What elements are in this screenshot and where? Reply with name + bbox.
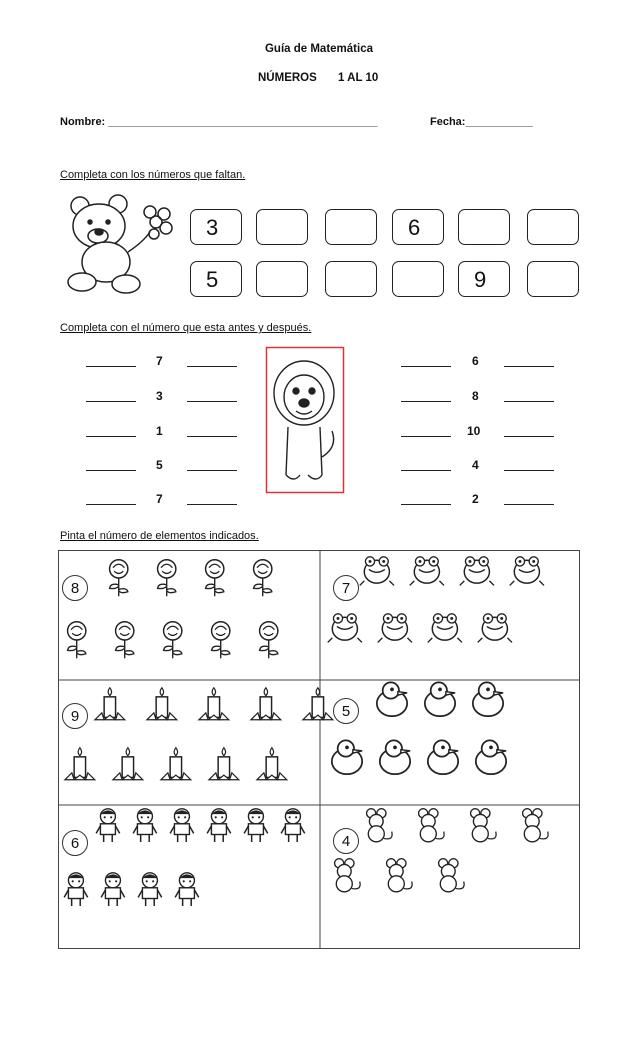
target-number: 6: [62, 830, 88, 856]
duck-icon[interactable]: [330, 738, 364, 780]
target-number: 5: [333, 698, 359, 724]
mouse-icon[interactable]: [518, 806, 550, 848]
box-number: 3: [206, 215, 219, 240]
boy-icon[interactable]: [168, 806, 198, 848]
given-number: 1: [156, 424, 163, 438]
answer-blank[interactable]: [86, 504, 136, 505]
boy-icon[interactable]: [131, 806, 161, 848]
answer-blank[interactable]: [86, 401, 136, 402]
number-box[interactable]: [256, 209, 308, 245]
answer-blank[interactable]: [187, 436, 237, 437]
number-box[interactable]: [392, 261, 444, 297]
frog-icon[interactable]: [430, 610, 462, 652]
candle-icon[interactable]: [303, 685, 335, 727]
number-box[interactable]: [527, 209, 579, 245]
number-box[interactable]: [458, 261, 510, 297]
mouse-icon[interactable]: [434, 856, 466, 898]
number-box[interactable]: [190, 209, 242, 245]
duck-icon[interactable]: [423, 680, 457, 722]
frog-icon[interactable]: [512, 553, 544, 595]
candle-icon[interactable]: [251, 685, 283, 727]
number-box[interactable]: [527, 261, 579, 297]
box-number: 9: [474, 267, 487, 292]
duck-icon[interactable]: [426, 738, 460, 780]
given-number: 7: [156, 354, 163, 368]
given-number: 7: [156, 492, 163, 506]
boy-icon[interactable]: [62, 870, 92, 912]
candle-icon[interactable]: [147, 685, 179, 727]
number-box[interactable]: [325, 261, 377, 297]
answer-blank[interactable]: [86, 470, 136, 471]
rose-icon[interactable]: [63, 615, 95, 665]
answer-blank[interactable]: [401, 401, 451, 402]
frog-icon[interactable]: [462, 553, 494, 595]
given-number: 10: [467, 424, 481, 438]
duck-icon[interactable]: [471, 680, 505, 722]
page-title: Guía de Matemática: [264, 43, 373, 55]
answer-blank[interactable]: [401, 504, 451, 505]
answer-blank[interactable]: [504, 470, 554, 471]
given-number: 5: [156, 458, 163, 472]
given-number: 2: [472, 492, 479, 506]
number-box[interactable]: [392, 209, 444, 245]
target-number: 7: [333, 575, 359, 601]
answer-blank[interactable]: [504, 401, 554, 402]
number-box[interactable]: [458, 209, 510, 245]
given-number: 3: [156, 389, 163, 403]
mouse-icon[interactable]: [466, 806, 498, 848]
boy-icon[interactable]: [173, 870, 203, 912]
frog-icon[interactable]: [362, 553, 394, 595]
rose-icon[interactable]: [153, 553, 185, 603]
answer-blank[interactable]: [504, 436, 554, 437]
answer-blank[interactable]: [187, 504, 237, 505]
mouse-icon[interactable]: [382, 856, 414, 898]
answer-blank[interactable]: [187, 470, 237, 471]
boy-icon[interactable]: [99, 870, 129, 912]
section3-instruction: Pinta el número de elementos indicados.: [60, 530, 259, 542]
target-number: 9: [62, 703, 88, 729]
range-label: 1 AL 10: [338, 72, 379, 84]
section1-instruction: Completa con los números que faltan.: [60, 169, 246, 181]
name-field[interactable]: Nombre: ____________________________________________: [60, 116, 378, 128]
mouse-icon[interactable]: [330, 856, 362, 898]
boy-icon[interactable]: [94, 806, 124, 848]
duck-icon[interactable]: [375, 680, 409, 722]
boy-icon[interactable]: [205, 806, 235, 848]
target-number: 4: [333, 828, 359, 854]
box-number: 6: [408, 215, 421, 240]
rose-icon[interactable]: [207, 615, 239, 665]
mouse-icon[interactable]: [414, 806, 446, 848]
candle-icon[interactable]: [199, 685, 231, 727]
boy-icon[interactable]: [242, 806, 272, 848]
candle-icon[interactable]: [257, 745, 289, 787]
candle-icon[interactable]: [209, 745, 241, 787]
date-field[interactable]: Fecha:___________: [430, 116, 533, 128]
answer-blank[interactable]: [401, 470, 451, 471]
rose-icon[interactable]: [105, 553, 137, 603]
answer-blank[interactable]: [504, 504, 554, 505]
answer-blank[interactable]: [401, 366, 451, 367]
rose-icon[interactable]: [111, 615, 143, 665]
answer-blank[interactable]: [187, 366, 237, 367]
boy-icon[interactable]: [279, 806, 309, 848]
candle-icon[interactable]: [113, 745, 145, 787]
answer-blank[interactable]: [86, 366, 136, 367]
box-number: 5: [206, 267, 219, 292]
mouse-icon[interactable]: [362, 806, 394, 848]
section2-instruction: Completa con el número que esta antes y después.: [60, 322, 312, 334]
given-number: 8: [472, 389, 479, 403]
candle-icon[interactable]: [65, 745, 97, 787]
number-box[interactable]: [190, 261, 242, 297]
frog-icon[interactable]: [480, 610, 512, 652]
rose-icon[interactable]: [159, 615, 191, 665]
topic-label: NÚMEROS: [258, 72, 317, 84]
target-number: 8: [62, 575, 88, 601]
rose-icon[interactable]: [249, 553, 281, 603]
number-box[interactable]: [325, 209, 377, 245]
rose-icon[interactable]: [201, 553, 233, 603]
frog-icon[interactable]: [412, 553, 444, 595]
number-box[interactable]: [256, 261, 308, 297]
given-number: 6: [472, 354, 479, 368]
lion-icon: [266, 347, 344, 493]
rose-icon[interactable]: [255, 615, 287, 665]
answer-blank[interactable]: [504, 366, 554, 367]
duck-icon[interactable]: [474, 738, 508, 780]
answer-blank[interactable]: [187, 401, 237, 402]
answer-blank[interactable]: [401, 436, 451, 437]
duck-icon[interactable]: [378, 738, 412, 780]
candle-icon[interactable]: [95, 685, 127, 727]
teddy-bear-icon: [58, 192, 176, 296]
answer-blank[interactable]: [86, 436, 136, 437]
candle-icon[interactable]: [161, 745, 193, 787]
given-number: 4: [472, 458, 479, 472]
frog-icon[interactable]: [330, 610, 362, 652]
boy-icon[interactable]: [136, 870, 166, 912]
frog-icon[interactable]: [380, 610, 412, 652]
